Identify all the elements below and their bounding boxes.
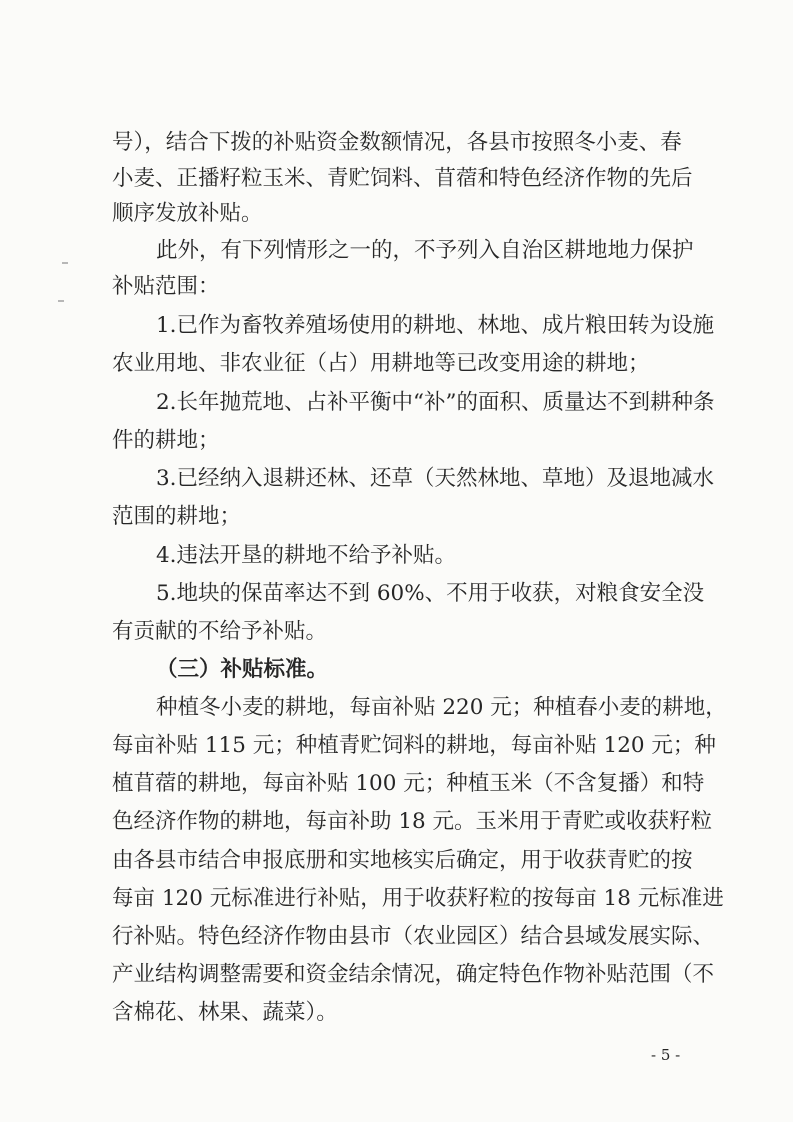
scan-mark	[58, 300, 64, 302]
text-line: 顺序发放补贴。	[112, 201, 263, 226]
text-line: 每亩补贴 115 元；种植青贮饲料的耕地，每亩补贴 120 元；种	[112, 733, 716, 758]
list-item-5: 5.地块的保苗率达不到 60%、不用于收获，对粮食安全没	[156, 581, 705, 606]
list-item-2: 2.长年抛荒地、占补平衡中“补”的面积、质量达不到耕种条	[156, 390, 715, 415]
text-line: 行补贴。特色经济作物由县市（农业园区）结合县域发展实际、	[112, 924, 715, 949]
text-line: 产业结构调整需要和资金结余情况，确定特色作物补贴范围（不	[112, 962, 715, 987]
text-line: 植苜蓿的耕地，每亩补贴 100 元；种植玉米（不含复播）和特	[112, 771, 705, 796]
text-line: 件的耕地；	[112, 428, 220, 453]
list-item-3: 3.已经纳入退耕还林、还草（天然林地、草地）及退地减水	[156, 466, 715, 491]
paragraph-first-line: 此外，有下列情形之一的，不予列入自治区耕地地力保护	[156, 238, 694, 263]
text-line: 含棉花、林果、蔬菜）。	[112, 1000, 338, 1025]
scan-mark	[62, 262, 68, 264]
text-line: 色经济作物的耕地，每亩补助 18 元。玉米用于青贮或收获籽粒	[112, 809, 713, 834]
section-heading: （三）补贴标准。	[156, 657, 329, 682]
paragraph-first-line: 种植冬小麦的耕地，每亩补贴 220 元；种植春小麦的耕地，	[156, 695, 727, 720]
text-line: 由各县市结合申报底册和实地核实后确定，用于收获青贮的按	[112, 848, 693, 873]
text-line: 农业用地、非农业征（占）用耕地等已改变用途的耕地；	[112, 351, 650, 376]
list-item-4: 4.违法开垦的耕地不给予补贴。	[156, 543, 457, 568]
list-item-1: 1.已作为畜牧养殖场使用的耕地、林地、成片粮田转为设施	[156, 313, 715, 338]
text-line: 范围的耕地；	[112, 504, 242, 529]
text-line: 补贴范围：	[112, 274, 220, 299]
text-line: 有贡献的不给予补贴。	[112, 619, 328, 644]
text-line: 小麦、正播籽粒玉米、青贮饲料、苜蓿和特色经济作物的先后	[112, 166, 693, 191]
text-line: 每亩 120 元标准进行补贴，用于收获籽粒的按每亩 18 元标准进	[112, 886, 724, 911]
page-number: - 5 -	[651, 1046, 681, 1064]
text-line: 号），结合下拨的补贴资金数额情况，各县市按照冬小麦、春	[112, 130, 682, 155]
